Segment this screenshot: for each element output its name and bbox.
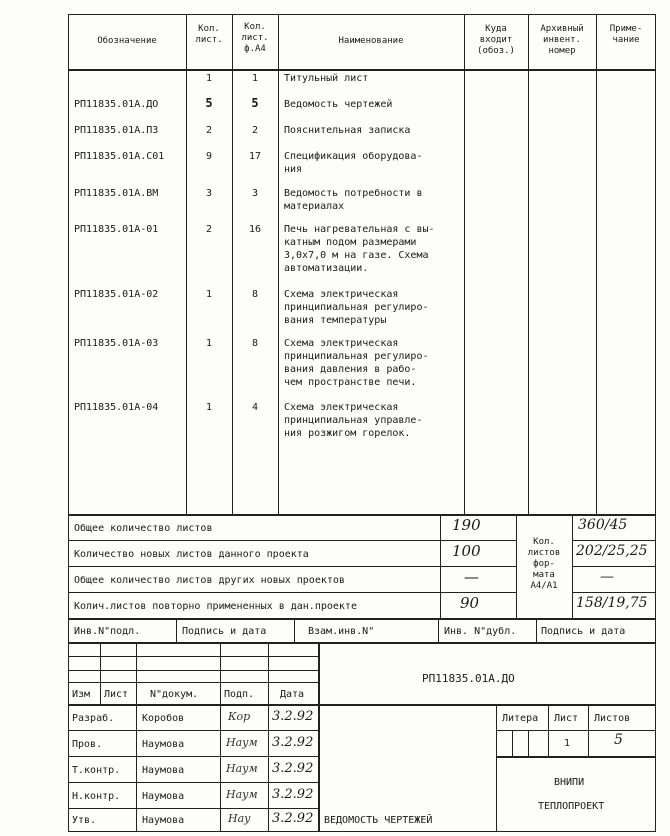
role: Т.контр. [72,765,121,776]
row-title: Титульный лист [284,73,369,84]
row-code: РП11835.01А-02 [74,289,159,300]
sign-date: 3.2.92 [272,787,314,802]
sign-date: 3.2.92 [272,735,314,750]
row-title: Спецификация оборудова- ния [284,151,423,175]
row-a4: 8 [251,338,259,349]
row-code: РП11835.01А.С01 [74,151,165,162]
total-sheets-label: Общее количество листов [74,523,213,534]
header-designation: Обозначение [97,36,157,46]
sheets-value: 5 [614,732,623,748]
header-name: Наименование [338,36,404,46]
drawing-list-sheet [68,14,656,832]
format-label: Кол. листов фор- мата А4/А1 [527,537,561,591]
new-sheets-label: Количество новых листов данного проекта [74,549,309,560]
row-code: РП11835.01А-04 [74,402,159,413]
signature: Наум [226,788,258,801]
row-a4: 1 [251,73,259,84]
col-date: Дата [280,689,305,700]
row-code: РП11835.01А.ДО [74,99,159,110]
row-a4: 17 [248,151,262,162]
row-title: Пояснительная записка [284,125,411,136]
organization-line-1: ВНИПИ [554,777,585,788]
row-title: Ведомость потребности в материалах [284,188,423,212]
sign-date: 3.2.92 [272,811,314,826]
header-goes-to: Куда входит (обоз.) [477,24,515,56]
col-docnum: N"докум. [150,689,199,700]
inv-duplicate-label: Инв. N"дубл. [444,626,517,637]
sheet-value: 1 [564,738,571,749]
person-name: Наумова [142,739,185,750]
row-sheets: 1 [205,73,213,84]
row-title: Ведомость чертежей [284,99,393,110]
header-a4-count: Кол. лист. ф.А4 [241,22,269,54]
signature: Нау [228,812,251,825]
row-code: РП11835.01А.ВМ [74,188,159,199]
person-name: Наумова [142,815,185,826]
role: Н.контр. [72,791,121,802]
person-name: Наумова [142,765,185,776]
col-sign: Подп. [224,689,255,700]
format-total-value: 360/45 [578,517,628,533]
new-sheets-value: 100 [452,542,481,560]
signature: Наум [226,762,258,775]
row-title: Схема электрическая принципиальная регулиро- вания температуры [284,289,429,326]
row-sheets: 2 [205,125,213,136]
row-sheets: 1 [205,402,213,413]
document-code: РП11835.01А.ДО [422,672,515,685]
total-sheets-value: 190 [452,516,481,534]
reused-sheets-label: Колич.листов повторно примененных в дан.проекте [74,601,357,612]
header-note: Приме- чание [609,24,643,45]
sheet-label: Лист [554,713,579,724]
row-sheets: 9 [205,151,213,162]
other-sheets-label: Общее количество листов других новых проектов [74,575,345,586]
role: Пров. [72,739,103,750]
organization-line-2: ТЕПЛОПРОЕКТ [538,801,605,812]
inv-original-label: Инв.N"подл. [74,626,141,637]
person-name: Наумова [142,791,185,802]
other-sheets-value: — [464,568,479,586]
format-new-value: 202/25,25 [576,543,648,559]
col-sheet: Лист [104,689,129,700]
row-a4: 16 [248,224,262,235]
row-a4: 4 [251,402,259,413]
row-code: РП11835.01А.ПЗ [74,125,159,136]
row-title: Схема электрическая принципиальная регулиро- вания давления в рабо- чем пространстве печи. [284,338,429,388]
role: Разраб. [72,713,115,724]
row-a4: 2 [251,125,259,136]
sign-date: 3.2.92 [272,709,314,724]
sign-date-label-2: Подпись и дата [541,626,626,637]
signature: Кор [228,710,251,723]
row-sheets: 3 [205,188,213,199]
row-sheets: 1 [205,289,213,300]
sign-date: 3.2.92 [272,761,314,776]
header-sheets-count: Кол. лист. [195,24,223,45]
row-sheets: 2 [205,224,213,235]
row-title: Печь нагревательная с вы- катным подом размерами 3,0х7,0 м на газе. Схема автоматизации. [284,224,435,274]
replace-inv-label: Взам.инв.N" [308,626,375,637]
row-code: РП11835.01А-01 [74,224,159,235]
format-reused-value: 158/19,75 [576,595,648,611]
format-other-value: — [600,569,614,585]
row-a4: 8 [251,289,259,300]
role: Утв. [72,815,97,826]
col-change: Изм [72,689,91,700]
document-title: ВЕДОМОСТЬ ЧЕРТЕЖЕЙ [324,815,433,826]
header-archive: Архивный инвент. номер [540,24,584,56]
person-name: Коробов [142,713,185,724]
row-title: Схема электрическая принципиальная управле- ния розжигом горелок. [284,402,423,439]
row-sheets: 5 [205,96,213,110]
row-code: РП11835.01А-03 [74,338,159,349]
signature: Наум [226,736,258,749]
reused-sheets-value: 90 [460,594,480,612]
litera-label: Литера [502,713,539,724]
row-sheets: 1 [205,338,213,349]
row-a4: 5 [251,96,259,110]
sheets-label: Листов [594,713,631,724]
sign-date-label: Подпись и дата [182,626,267,637]
row-a4: 3 [251,188,259,199]
